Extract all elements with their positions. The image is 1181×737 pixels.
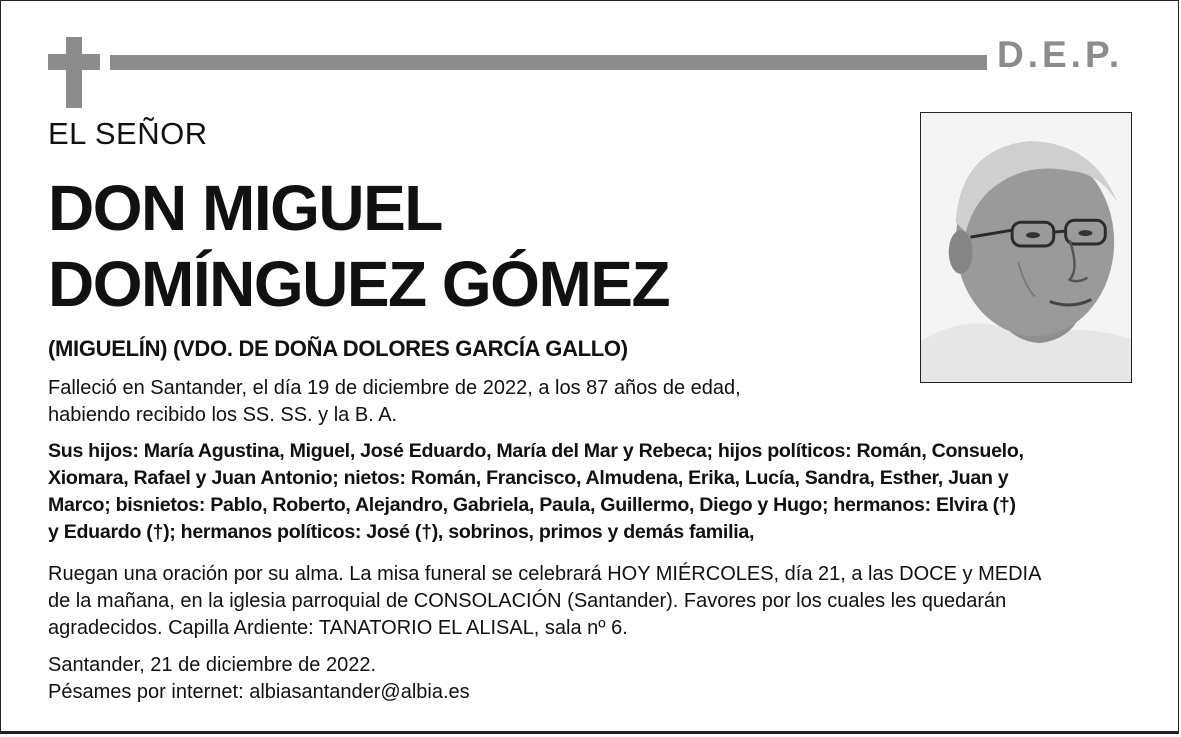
cross-icon [66,37,82,108]
mass-line: Ruegan una oración por su alma. La misa funeral se celebrará HOY MIÉRCOLES, día 21, a las DOCE y MEDIA [48,563,1042,585]
header-rule [110,55,987,70]
death-notice-line: habiendo recibido los SS. SS. y la B. A. [48,404,398,426]
title-prefix: EL SEÑOR [48,116,208,151]
cross-icon-bar [48,54,100,70]
place-date: Santander, 21 de diciembre de 2022. [48,654,377,676]
death-notice [48,375,848,429]
closing-block [48,652,1128,706]
condolences-email: Pésames por internet: albiasantander@albia.es [48,681,470,703]
family-line: Xiomara, Rafael y Juan Antonio; nietos: Román, Francisco, Almudena, Erika, Lucía, Sandra, Esther, Juan y [48,467,1009,489]
deceased-name-line1: DON MIGUEL [48,172,442,244]
nickname-widower-line: (MIGUELÍN) (VDO. DE DOÑA DOLORES GARCÍA GALLO) [48,336,628,361]
deceased-name-line2: DOMÍNGUEZ GÓMEZ [48,248,670,320]
family-list [48,438,1128,546]
family-line: Sus hijos: María Agustina, Miguel, José Eduardo, María del Mar y Rebeca; hijos políticos: Román, Consuelo, [48,440,1024,462]
death-notice-line: Falleció en Santander, el día 19 de diciembre de 2022, a los 87 años de edad, [48,377,741,399]
portrait-illustration [921,113,1131,382]
family-line: Marco; bisnietos: Pablo, Roberto, Alejandro, Gabriela, Paula, Guillermo, Diego y Hugo; hermanos: Elvira (†) [48,494,1016,516]
family-line: y Eduardo (†); hermanos políticos: José (†), sobrinos, primos y demás familia, [48,521,755,543]
dep-label: D.E.P. [997,34,1124,75]
mass-line: agradecidos. Capilla Ardiente: TANATORIO EL ALISAL, sala nº 6. [48,617,628,639]
portrait-photo [920,112,1132,383]
mass-line: de la mañana, en la iglesia parroquial de CONSOLACIÓN (Santander). Favores por los cuales les quedarán [48,590,1007,612]
mass-details [48,561,1148,642]
